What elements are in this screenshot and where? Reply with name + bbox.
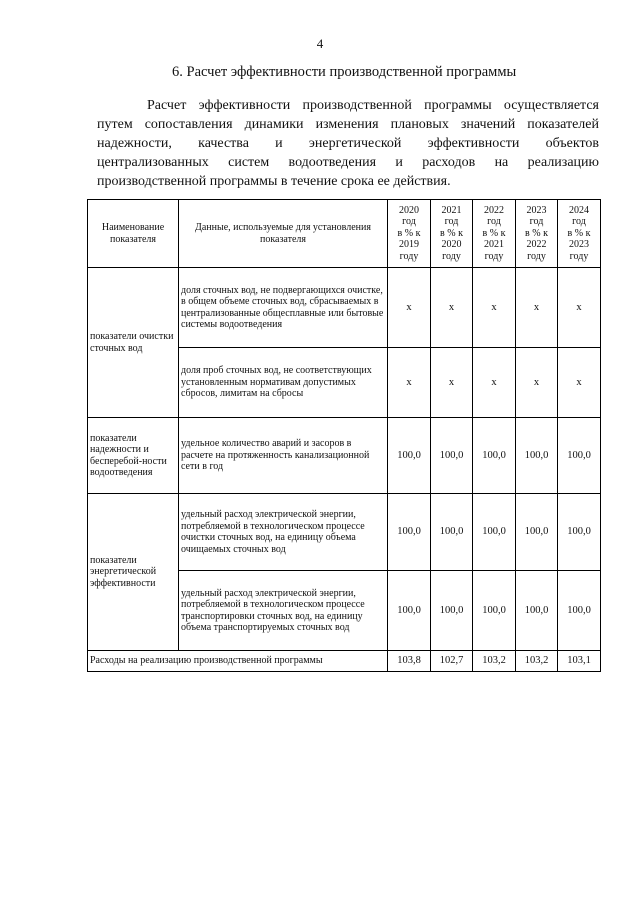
total-value-cell: 103,8 [388,651,431,672]
table-row [88,268,601,348]
header-year-cell: 2024 год в % к 2023 году [558,200,601,268]
row-description: удельный расход электрической энергии, потребляемой в технологическом процессе очистки сточных вод, на единицу объема очищаемых сточных вод [179,494,388,571]
total-value-cell: 102,7 [431,651,473,672]
value-cell: 100,0 [473,571,516,651]
value-cell: х [473,268,516,348]
header-year-cell: 2022 год в % к 2021 году [473,200,516,268]
efficiency-table [87,199,601,672]
value-cell: 100,0 [516,418,558,494]
value-cell: 100,0 [473,418,516,494]
group-label-energy: показатели энергетической эффективности [88,494,179,651]
value-cell: 100,0 [558,571,601,651]
header-year-cell: 2023 год в % к 2022 году [516,200,558,268]
group-label-cleaning: показатели очистки сточных вод [88,268,179,418]
total-value-cell: 103,2 [473,651,516,672]
total-value-cell: 103,1 [558,651,601,672]
value-cell: 100,0 [388,571,431,651]
value-cell: 100,0 [516,494,558,571]
value-cell: х [431,348,473,418]
header-year-cell: 2021 год в % к 2020 году [431,200,473,268]
table-row [88,418,601,494]
value-cell: х [473,348,516,418]
row-description: доля сточных вод, не подвергающихся очистке, в общем объеме сточных вод, сбрасываемых в централизованные общесплавные или бытовые системы водоотведения [179,268,388,348]
section-title: 6. Расчет эффективности производственной программы [172,64,517,80]
page-number: 4 [316,36,324,51]
value-cell: х [558,268,601,348]
value-cell: 100,0 [431,494,473,571]
value-cell: 100,0 [431,418,473,494]
table-row [88,494,601,571]
value-cell: х [388,268,431,348]
header-name-cell: Наименование показателя [88,200,179,268]
value-cell: 100,0 [431,571,473,651]
total-label: Расходы на реализацию производственной программы [88,651,388,672]
header-data-cell: Данные, используемые для установления показателя [179,200,388,268]
value-cell: х [516,348,558,418]
group-label-reliability: показатели надежности и бесперебой-ности водоотведения [88,418,179,494]
value-cell: 100,0 [558,494,601,571]
value-cell: х [431,268,473,348]
value-cell: 100,0 [388,494,431,571]
total-value-cell: 103,2 [516,651,558,672]
value-cell: 100,0 [558,418,601,494]
row-description: удельный расход электрической энергии, потребляемой в технологическом процессе транспортировки сточных вод, на единицу объема транспортируемых сточных вод [179,571,388,651]
row-description: доля проб сточных вод, не соответствующих установленным нормативам допустимых сбросов, лимитам на сбросы [179,348,388,418]
header-year-cell: 2020 год в % к 2019 году [388,200,431,268]
intro-paragraph: Расчет эффективности производственной программы осуществляется путем сопоставления динамики изменения плановых значений показателей надежности, качества и энергетической эффективности объектов централизованных систем водоотведения и расходов на реализацию производственной программы в течение срока ее действия. [97,98,599,189]
value-cell: 100,0 [388,418,431,494]
table-total-row [88,651,601,672]
table-header-row [88,200,601,268]
value-cell: х [388,348,431,418]
row-description: удельное количество аварий и засоров в расчете на протяженность канализационной сети в год [179,418,388,494]
value-cell: 100,0 [473,494,516,571]
value-cell: х [516,268,558,348]
value-cell: х [558,348,601,418]
value-cell: 100,0 [516,571,558,651]
